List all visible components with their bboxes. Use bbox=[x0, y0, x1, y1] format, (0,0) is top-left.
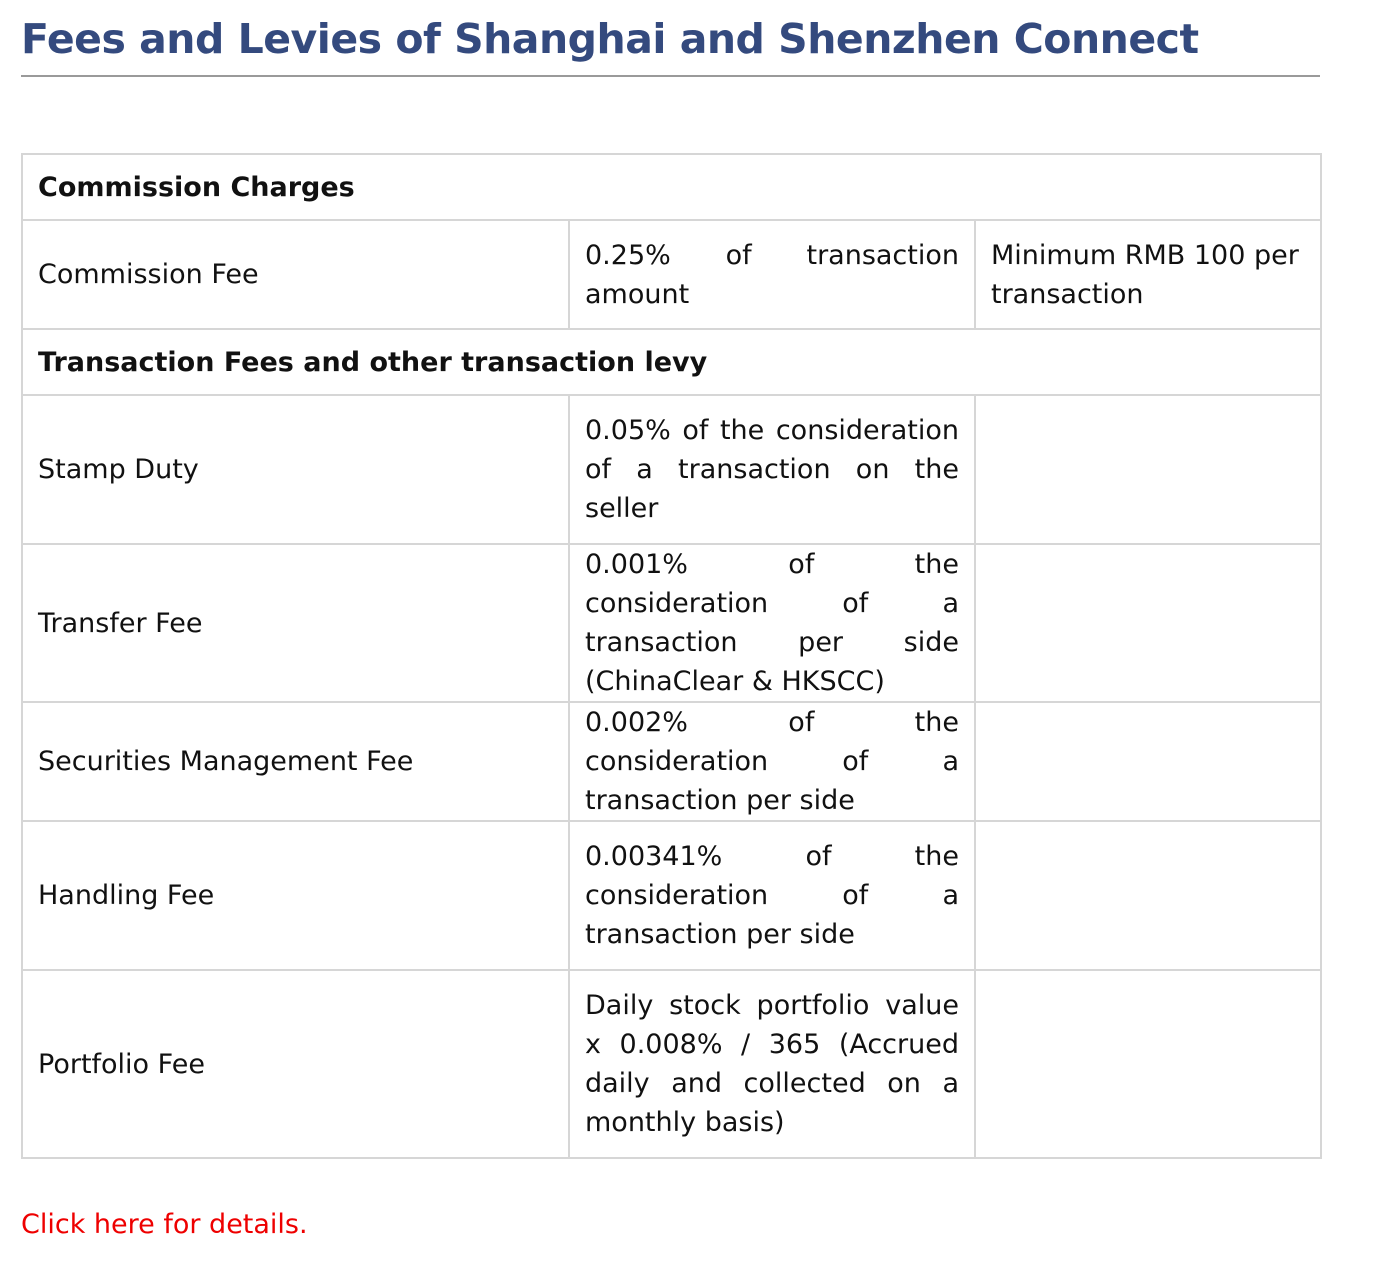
fee-note-securities-management-fee bbox=[975, 702, 1321, 821]
fee-name-commission-fee: Commission Fee bbox=[22, 220, 569, 329]
fee-rate-portfolio-fee: Daily stock portfolio value x 0.008% / 365 (Accrued daily and collected on a monthly basis) bbox=[569, 970, 975, 1158]
fee-note-transfer-fee bbox=[975, 544, 1321, 702]
fee-note-handling-fee bbox=[975, 821, 1321, 970]
table-row bbox=[22, 220, 1321, 329]
fee-name-stamp-duty: Stamp Duty bbox=[22, 395, 569, 544]
table-row bbox=[22, 395, 1321, 544]
fee-rate-securities-management-fee: 0.002% of the consideration of a transaction per side bbox=[569, 702, 975, 821]
fee-rate-commission-fee: 0.25% of transaction amount bbox=[569, 220, 975, 329]
title-divider bbox=[21, 75, 1320, 77]
fee-name-securities-management-fee: Securities Management Fee bbox=[22, 702, 569, 821]
details-link[interactable]: Click here for details. bbox=[21, 1209, 308, 1240]
fee-note-stamp-duty bbox=[975, 395, 1321, 544]
fee-name-transfer-fee: Transfer Fee bbox=[22, 544, 569, 702]
table-row bbox=[22, 821, 1321, 970]
fee-name-portfolio-fee: Portfolio Fee bbox=[22, 970, 569, 1158]
fee-name-handling-fee: Handling Fee bbox=[22, 821, 569, 970]
table-row bbox=[22, 544, 1321, 702]
section-heading-commission-charges: Commission Charges bbox=[22, 154, 1321, 220]
fees-table bbox=[21, 153, 1322, 1159]
fee-note-portfolio-fee bbox=[975, 970, 1321, 1158]
section-header-row bbox=[22, 154, 1321, 220]
page-title: Fees and Levies of Shanghai and Shenzhen Connect bbox=[21, 15, 1199, 63]
section-header-row bbox=[22, 329, 1321, 395]
table-row bbox=[22, 970, 1321, 1158]
section-heading-transaction-fees: Transaction Fees and other transaction levy bbox=[22, 329, 1321, 395]
fee-rate-handling-fee: 0.00341% of the consideration of a transaction per side bbox=[569, 821, 975, 970]
fee-note-commission-fee: Minimum RMB 100 per transaction bbox=[975, 220, 1321, 329]
table-row bbox=[22, 702, 1321, 821]
fee-rate-stamp-duty: 0.05% of the consideration of a transaction on the seller bbox=[569, 395, 975, 544]
fee-rate-transfer-fee: 0.001% of the consideration of a transaction per side (ChinaClear & HKSCC) bbox=[569, 544, 975, 702]
